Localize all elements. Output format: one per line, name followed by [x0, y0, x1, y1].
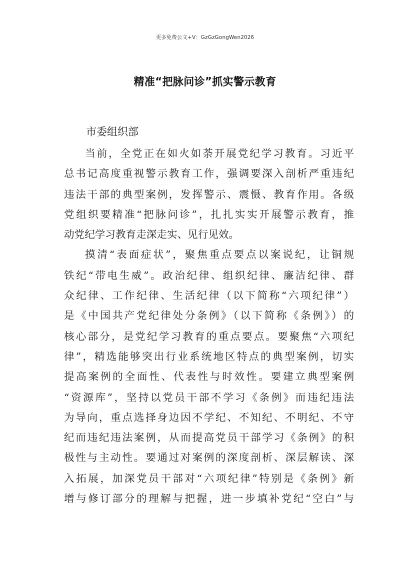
body-line: 纪而违纪违法案例，从而提高党员干部学习《条例》的积 [64, 432, 354, 445]
body-line: 律”，精选能够突出行业系统地区特点的典型案例，切实 [64, 350, 354, 363]
body-line: 入拓展，加深党员干部对“六项纪律”特别是《条例》新 [64, 472, 354, 485]
document-body [64, 144, 354, 509]
header-note: 更多免费公文+V：GzGzGongWen2026 [155, 35, 255, 41]
body-line: 核心部分，是党纪学习教育的重点要点。要聚焦“六项纪 [64, 330, 354, 343]
body-line: 增与修订部分的理解与把握，进一步填补党纪“空白”与 [64, 493, 354, 506]
document-title: 精准“把脉问诊”抓实警示教育 [133, 76, 277, 88]
body-line: 铁纪“带电生威”。政治纪律、组织纪律、廉洁纪律、群 [64, 269, 354, 282]
body-line: “资源库”，坚持以党员干部不学习《条例》而违纪违法 [64, 391, 354, 404]
body-line: 违法干部的典型案例，发挥警示、震慑、教育作用。各级 [64, 188, 354, 201]
body-line: 提高案例的全面性、代表性与时效性。要建立典型案例 [64, 371, 354, 384]
author-line: 市委组织部 [86, 126, 139, 138]
body-line: 是《中国共产党纪律处分条例》（以下简称《条例》）的 [64, 310, 354, 323]
body-line: 摸清“表面症状”，聚焦重点要点以案说纪，让铜规 [85, 249, 354, 262]
body-line: 总书记高度重视警示教育工作，强调要深入剖析严重违纪 [64, 168, 354, 181]
body-line: 当前，全党正在如火如荼开展党纪学习教育。习近平 [85, 148, 354, 160]
body-line: 党组织要精准“把脉问诊”，扎扎实实开展警示教育，推 [64, 208, 354, 221]
body-line: 为导向，重点选择身边因不学纪、不知纪、不明纪、不守 [64, 411, 354, 424]
body-line: 众纪律、工作纪律、生活纪律（以下简称“六项纪律”） [64, 290, 354, 303]
body-line: 极性与主动性。要通过对案例的深度剖析、深层解读、深 [64, 452, 354, 465]
body-line: 动党纪学习教育走深走实、见行见效。 [64, 229, 240, 242]
